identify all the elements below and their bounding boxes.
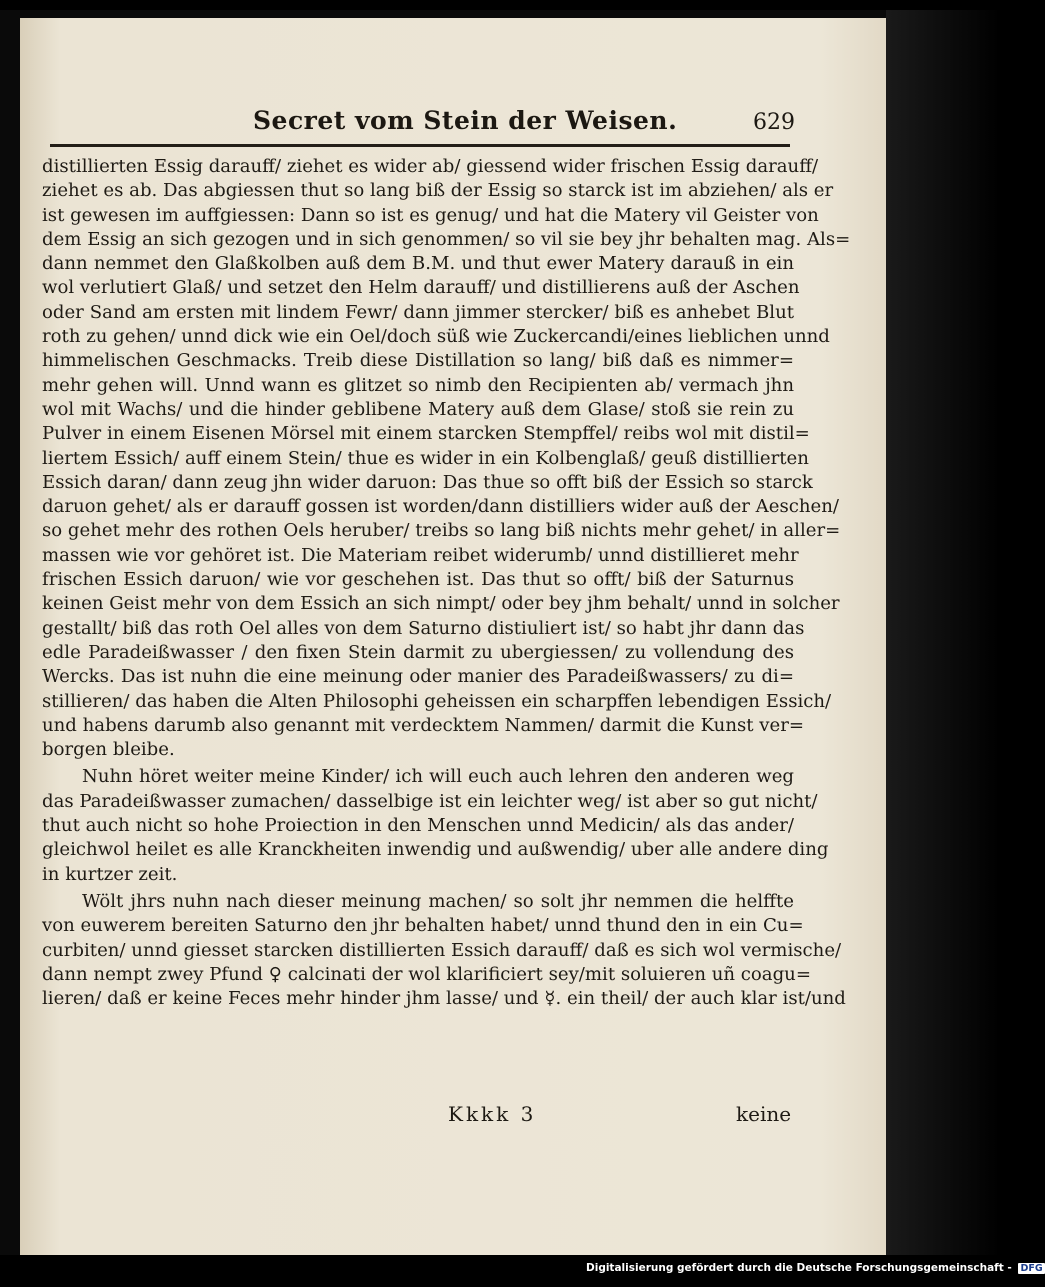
text-line: ist gewesen im auffgiessen: Dann so ist es genug/ und hat die Matery vil Geister von [42,204,819,226]
dfg-logo: DFG [1020,1263,1043,1274]
text-line: von euwerem bereiten Saturno den jhr behalten habet/ unnd thund den in ein Cu= [42,915,804,937]
text-line: dem Essig an sich gezogen und in sich genommen/ so vil sie bey jhr behalten mag. Als= [42,228,851,250]
text-line: gestallt/ biß das roth Oel alles von dem Saturno distiuliert ist/ so habt jhr dann das [42,617,805,639]
paragraph-3 [42,890,846,1011]
text-line: lieren/ daß er keine Feces mehr hinder jhm lasse/ und ☿. ein theil/ der auch klar ist/und [42,988,846,1010]
text-line: Wercks. Das ist nuhn die eine meinung oder manier des Paradeißwassers/ zu di= [42,666,794,688]
page-number: 629 [753,110,795,135]
text-line: himmelischen Geschmacks. Treib diese Distillation so lang/ biß daß es nimmer= [42,350,794,372]
text-line: edle Paradeißwasser / den fixen Stein darmit zu ubergiessen/ zu vollendung des [42,641,794,663]
text-line: frischen Essich daruon/ wie vor geschehen ist. Das thut so offt/ biß der Saturnus [42,569,794,591]
digitization-credit [586,1262,1045,1274]
text-line: oder Sand am ersten mit lindem Fewr/ dann jimmer stercker/ biß es anhebet Blut [42,301,794,323]
text-line: dann nemmet den Glaßkolben auß dem B.M. und thut ewer Matery darauß in ein [42,253,794,275]
text-line: borgen bleibe. [42,739,175,761]
catchword: keine [736,1102,792,1126]
text-line: wol verlutiert Glaß/ und setzet den Helm darauff/ und distillierens auß der Aschen [42,277,800,299]
text-line: roth zu gehen/ unnd dick wie ein Oel/doch süß wie Zuckercandi/eines lieblichen unnd [42,326,830,348]
text-line: das Paradeißwasser zumachen/ dasselbige ist ein leichter weg/ ist aber so gut nicht/ [42,790,818,812]
text-line: ziehet es ab. Das abgiessen thut so lang biß der Essig so starck ist im abziehen/ als er [42,180,834,202]
text-line: massen wie vor gehöret ist. Die Materiam reibet widerumb/ unnd distillieret mehr [42,544,799,566]
book-page [20,18,886,1255]
credit-text: Digitalisierung gefördert durch die Deutsche Forschungsgemeinschaft - [586,1262,1012,1274]
running-title: Secret vom Stein der Weisen. [253,106,678,135]
text-line: thut auch nicht so hohe Proiection in den Menschen unnd Medicin/ als das ander/ [42,815,794,837]
scan-area [0,10,1000,1255]
text-line: Nuhn höret weiter meine Kinder/ ich will euch auch lehren den anderen weg [82,766,794,788]
paragraph-2 [42,765,829,886]
text-line: gleichwol heilet es alle Kranckheiten inwendig und außwendig/ uber alle andere ding [42,839,829,861]
text-line: distillierten Essig darauff/ ziehet es wider ab/ giessend wider frischen Essig darauff/ [42,156,819,177]
text-line: Wölt jhrs nuhn nach dieser meinung machen/ so solt jhr nemmen die helffte [82,890,794,912]
paragraph-1 [42,155,851,762]
signature-mark: Kkkk 3 [448,1102,537,1126]
scanner-shadow [886,10,1000,1255]
text-line: curbiten/ unnd giesset starcken distillierten Essich darauff/ daß es sich wol vermische/ [42,939,842,961]
header-rule [50,144,790,147]
text-line: mehr gehen will. Unnd wann es glitzet so nimb den Recipienten ab/ vermach jhn [42,374,794,396]
text-line: dann nempt zwey Pfund ♀ calcinati der wol klarificiert sey/mit soluieren uñ coagu= [42,963,811,985]
text-line: daruon gehet/ als er darauff gossen ist worden/dann distilliers wider auß der Aeschen/ [42,496,839,518]
text-line: so gehet mehr des rothen Oels heruber/ treibs so lang biß nichts mehr gehet/ in aller= [42,520,841,542]
text-line: wol mit Wachs/ und die hinder geblibene Matery auß dem Glase/ stoß sie rein zu [42,398,794,420]
text-line: Pulver in einem Eisenen Mörsel mit einem starcken Stempffel/ reibs wol mit distil= [42,423,810,445]
text-line: liertem Essich/ auff einem Stein/ thue es wider in ein Kolbenglaß/ geuß distillierten [42,447,809,469]
body-text [42,155,851,1011]
text-line: keinen Geist mehr von dem Essich an sich nimpt/ oder bey jhm behalt/ unnd in solcher [42,593,840,615]
text-line: in kurtzer zeit. [42,863,178,885]
text-line: Essich daran/ dann zeug jhn wider daruon: Das thue so offt biß der Essich so starck [42,471,813,493]
text-line: und habens darumb also genannt mit verdecktem Nammen/ darmit die Kunst ver= [42,714,805,736]
text-line: stillieren/ das haben die Alten Philosophi geheissen ein scharpffen lebendigen Essich/ [42,690,832,712]
